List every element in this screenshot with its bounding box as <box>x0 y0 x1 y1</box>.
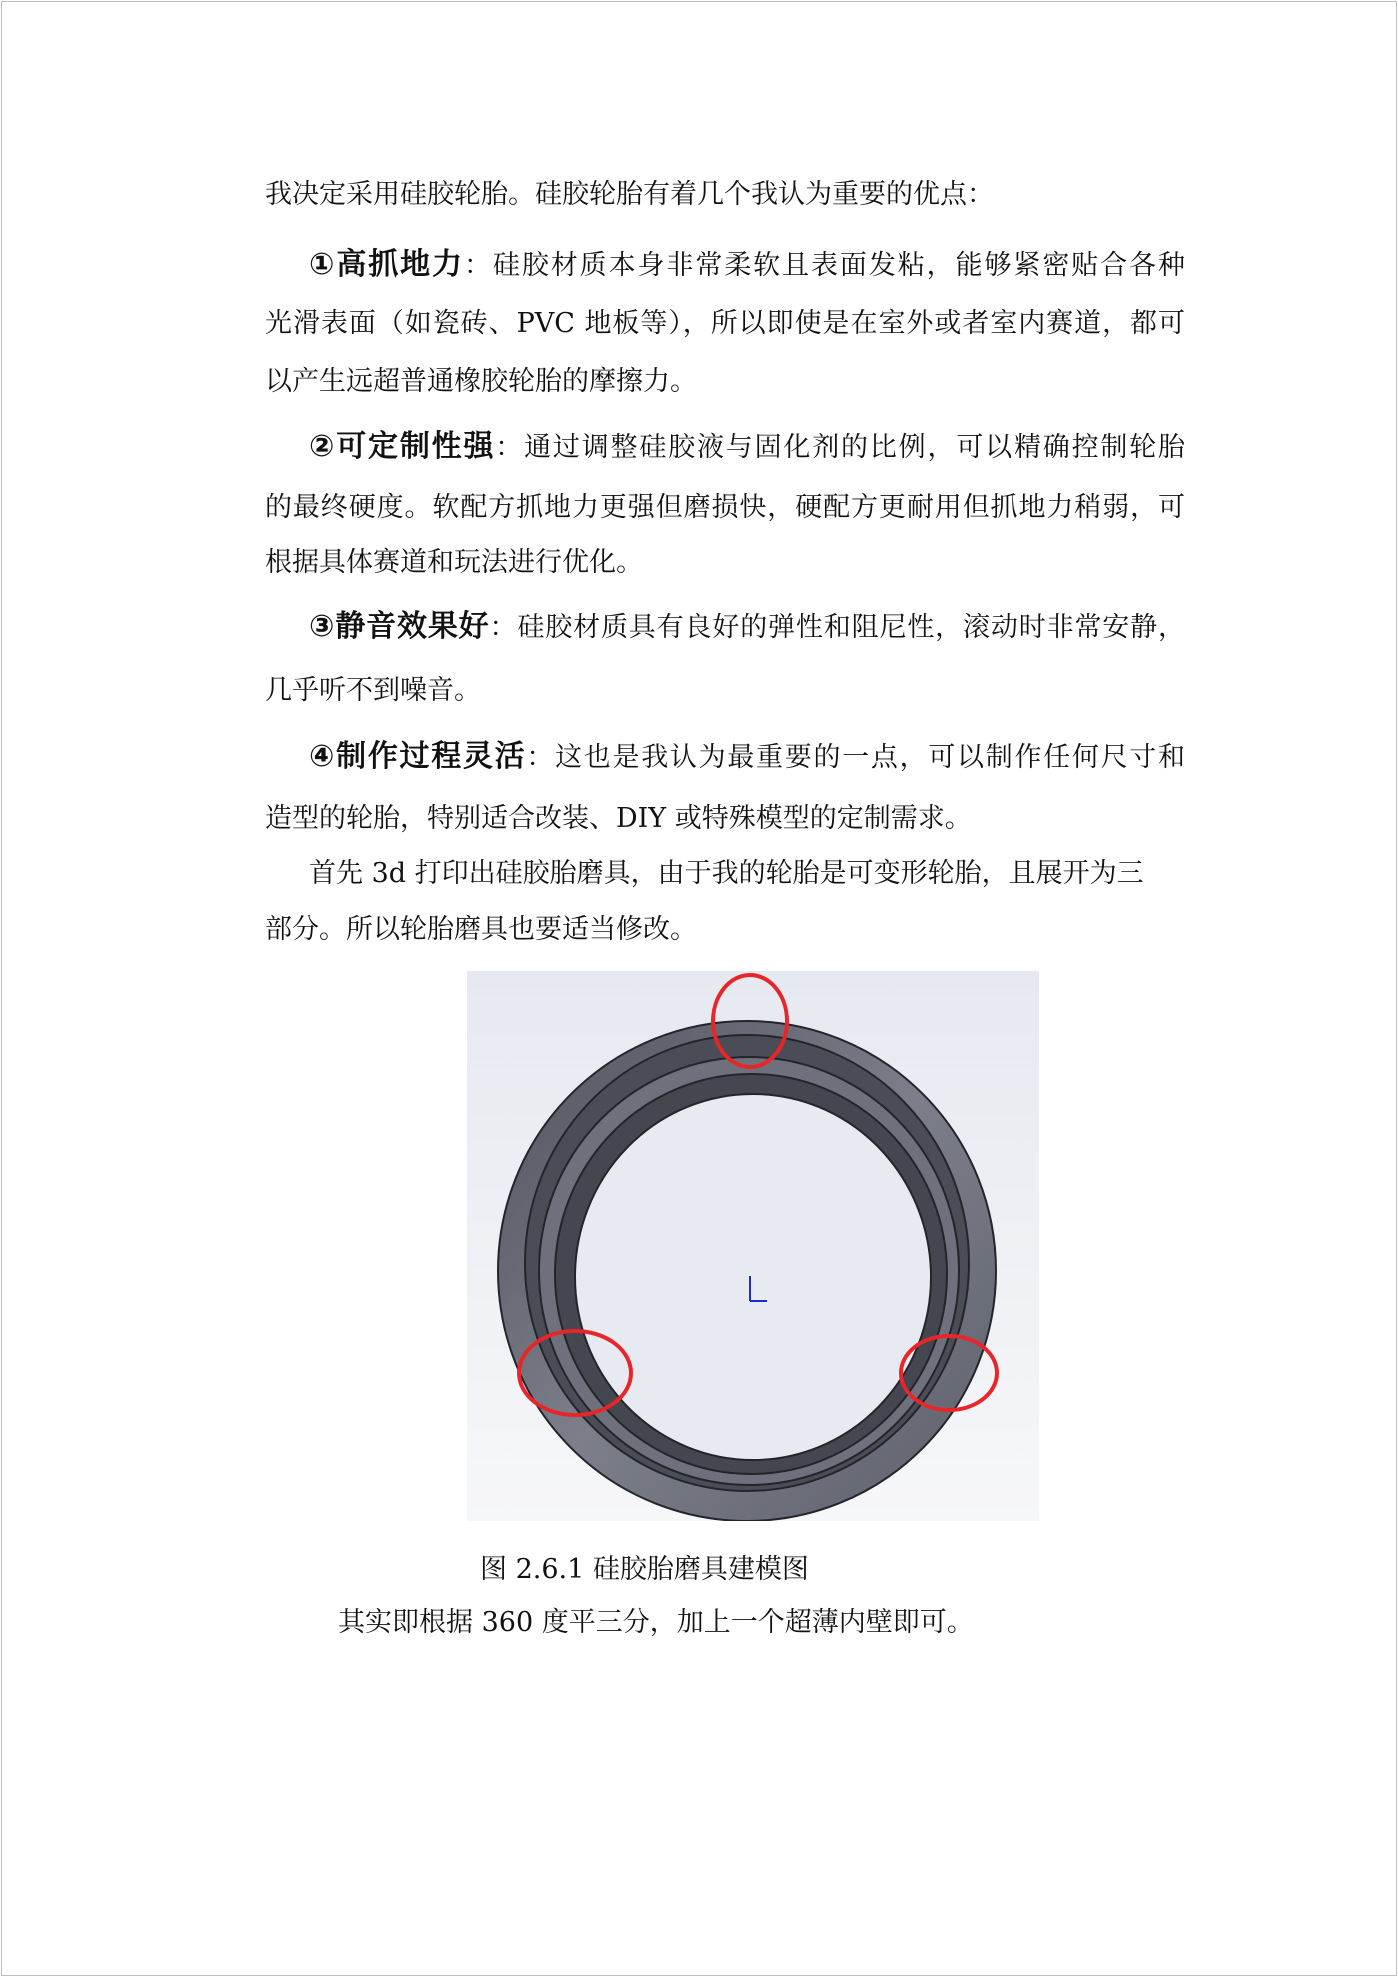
point-2-line: 的最终硬度。软配方抓地力更强但磨损快，硬配方更耐用但抓地力稍弱，可 <box>265 492 1185 523</box>
ring-model <box>498 1021 996 1521</box>
point-3 <box>309 610 1185 645</box>
closing-text: 其实即根据 360 度平三分，加上一个超薄内壁即可。 <box>338 1607 974 1638</box>
point-4 <box>309 740 1185 775</box>
method-line: 首先 3d 打印出硅胶胎磨具，由于我的轮胎是可变形轮胎，且展开为三 <box>309 858 1144 889</box>
point-1-line: 光滑表面（如瓷砖、PVC 地板等），所以即使是在室外或者室内赛道，都可 <box>265 308 1185 339</box>
point-4-text: ：这也是我认为最重要的一点，可以制作任何尺寸和 <box>526 742 1185 773</box>
point-3-heading: ③静音效果好 <box>309 609 490 644</box>
point-1-line: 以产生远超普通橡胶轮胎的摩擦力。 <box>265 366 697 397</box>
point-3-line: 几乎听不到噪音。 <box>265 675 481 706</box>
point-4-line: 造型的轮胎，特别适合改装、DIY 或特殊模型的定制需求。 <box>265 803 972 834</box>
point-2-line: 根据具体赛道和玩法进行优化。 <box>265 547 643 578</box>
point-1-text: ：硅胶材质本身非常柔软且表面发粘，能够紧密贴合各种 <box>464 250 1186 281</box>
figure-caption: 图 2.6.1 硅胶胎磨具建模图 <box>480 1554 809 1585</box>
point-2-heading: ②可定制性强 <box>309 429 496 464</box>
point-1 <box>309 248 1185 283</box>
mold-model-figure <box>467 971 1039 1521</box>
point-2 <box>309 430 1185 465</box>
point-3-text: ：硅胶材质具有良好的弹性和阻尼性，滚动时非常安静， <box>489 612 1186 643</box>
method-line: 部分。所以轮胎磨具也要适当修改。 <box>265 914 697 945</box>
point-4-heading: ④制作过程灵活 <box>309 739 527 774</box>
point-1-heading: ①高抓地力 <box>309 247 464 282</box>
point-2-text: ：通过调整硅胶液与固化剂的比例，可以精确控制轮胎 <box>495 432 1186 463</box>
intro-text: 我决定采用硅胶轮胎。硅胶轮胎有着几个我认为重要的优点： <box>265 179 994 210</box>
